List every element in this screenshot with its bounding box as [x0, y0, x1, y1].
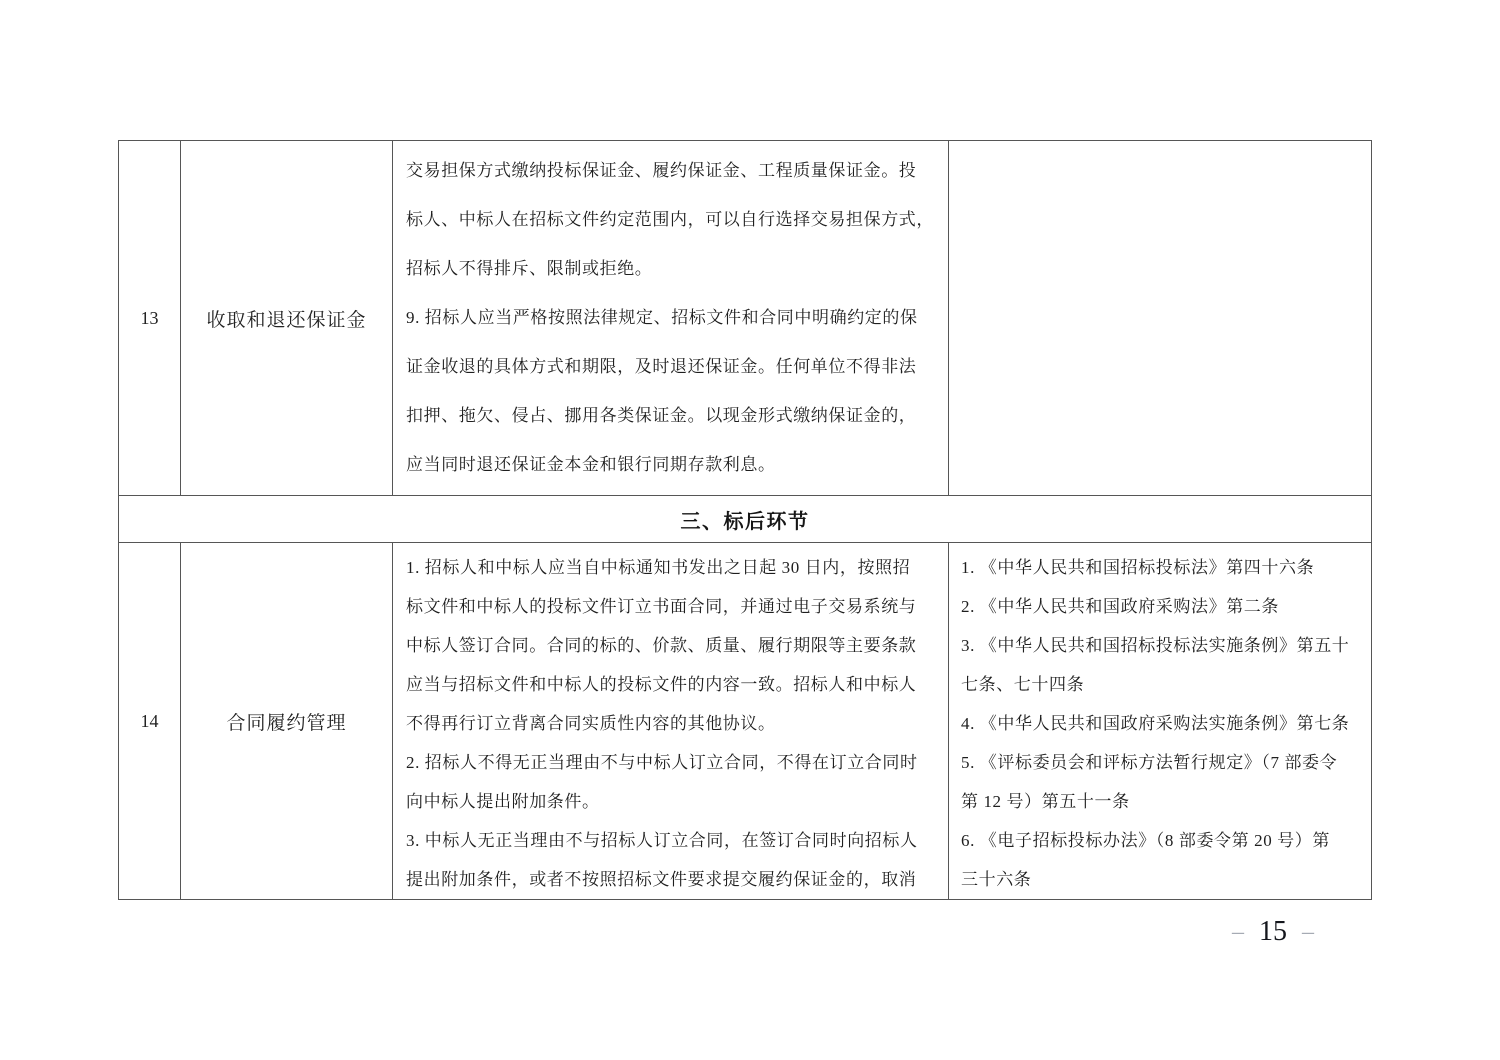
row-number: 14: [140, 710, 159, 731]
item-name-cell: [181, 141, 393, 495]
text-line: 三十六条: [961, 870, 1032, 889]
text-line: 提出附加条件，或者不按照招标文件要求提交履约保证金的，取消: [406, 870, 917, 889]
row-number-cell: [119, 141, 181, 495]
text-line: 6. 《电子招标投标办法》（8 部委令第 20 号）第: [961, 831, 1330, 850]
text-line: 招标人不得排斥、限制或拒绝。: [406, 259, 653, 278]
text-line: 4. 《中华人民共和国政府采购法实施条例》第七条: [961, 714, 1350, 733]
text-line: 1. 《中华人民共和国招标投标法》第四十六条: [961, 558, 1315, 577]
page-number: [1232, 918, 1314, 946]
text-line: 扣押、拖欠、侵占、挪用各类保证金。以现金形式缴纳保证金的，: [406, 406, 917, 425]
text-line: 2. 《中华人民共和国政府采购法》第二条: [961, 597, 1279, 616]
text-line: 应当同时退还保证金本金和银行同期存款利息。: [406, 455, 776, 474]
section-header-row: [119, 495, 1371, 543]
text-line: 应当与招标文件和中标人的投标文件的内容一致。招标人和中标人: [406, 675, 917, 694]
text-line: 5. 《评标委员会和评标方法暂行规定》（7 部委令: [961, 753, 1338, 772]
row-number: 13: [140, 307, 159, 328]
text-line: 2. 招标人不得无正当理由不与中标人订立合同，不得在订立合同时: [406, 753, 918, 772]
table-row: [119, 543, 1371, 899]
text-line: 标文件和中标人的投标文件订立书面合同，并通过电子交易系统与: [406, 597, 917, 616]
text-line: 3. 中标人无正当理由不与招标人订立合同，在签订合同时向招标人: [406, 831, 918, 850]
item-name: 收取和退还保证金: [206, 309, 367, 331]
regulation-table: [118, 140, 1372, 900]
row-number-cell: [119, 543, 181, 899]
text-line: 9. 招标人应当严格按照法律规定、招标文件和合同中明确约定的保: [406, 308, 918, 327]
text-line: 向中标人提出附加条件。: [406, 792, 600, 811]
text-line: 证金收退的具体方式和期限，及时退还保证金。任何单位不得非法: [406, 357, 917, 376]
content-cell: [393, 141, 949, 495]
table-row: [119, 141, 1371, 495]
text-line: 3. 《中华人民共和国招标投标法实施条例》第五十: [961, 636, 1350, 655]
text-line: 1. 招标人和中标人应当自中标通知书发出之日起 30 日内，按照招: [406, 558, 911, 577]
section-header-title: 三、标后环节: [680, 510, 810, 533]
text-line: 中标人签订合同。合同的标的、价款、质量、履行期限等主要条款: [406, 636, 917, 655]
content-cell: [393, 543, 949, 899]
item-name-cell: [181, 543, 393, 899]
page-number-dash-right: –: [1302, 919, 1314, 945]
item-name: 合同履约管理: [226, 712, 347, 734]
text-line: 不得再行订立背离合同实质性内容的其他协议。: [406, 714, 776, 733]
legal-basis-cell: [949, 141, 1371, 495]
text-line: 标人、中标人在招标文件约定范围内，可以自行选择交易担保方式，: [406, 210, 934, 229]
text-line: 七条、七十四条: [961, 675, 1085, 694]
page-number-dash-left: –: [1232, 919, 1244, 945]
page-number-value: 15: [1259, 916, 1287, 947]
text-line: 交易担保方式缴纳投标保证金、履约保证金、工程质量保证金。投: [406, 161, 917, 180]
legal-basis-cell: [949, 543, 1371, 899]
text-line: 第 12 号）第五十一条: [961, 792, 1130, 811]
